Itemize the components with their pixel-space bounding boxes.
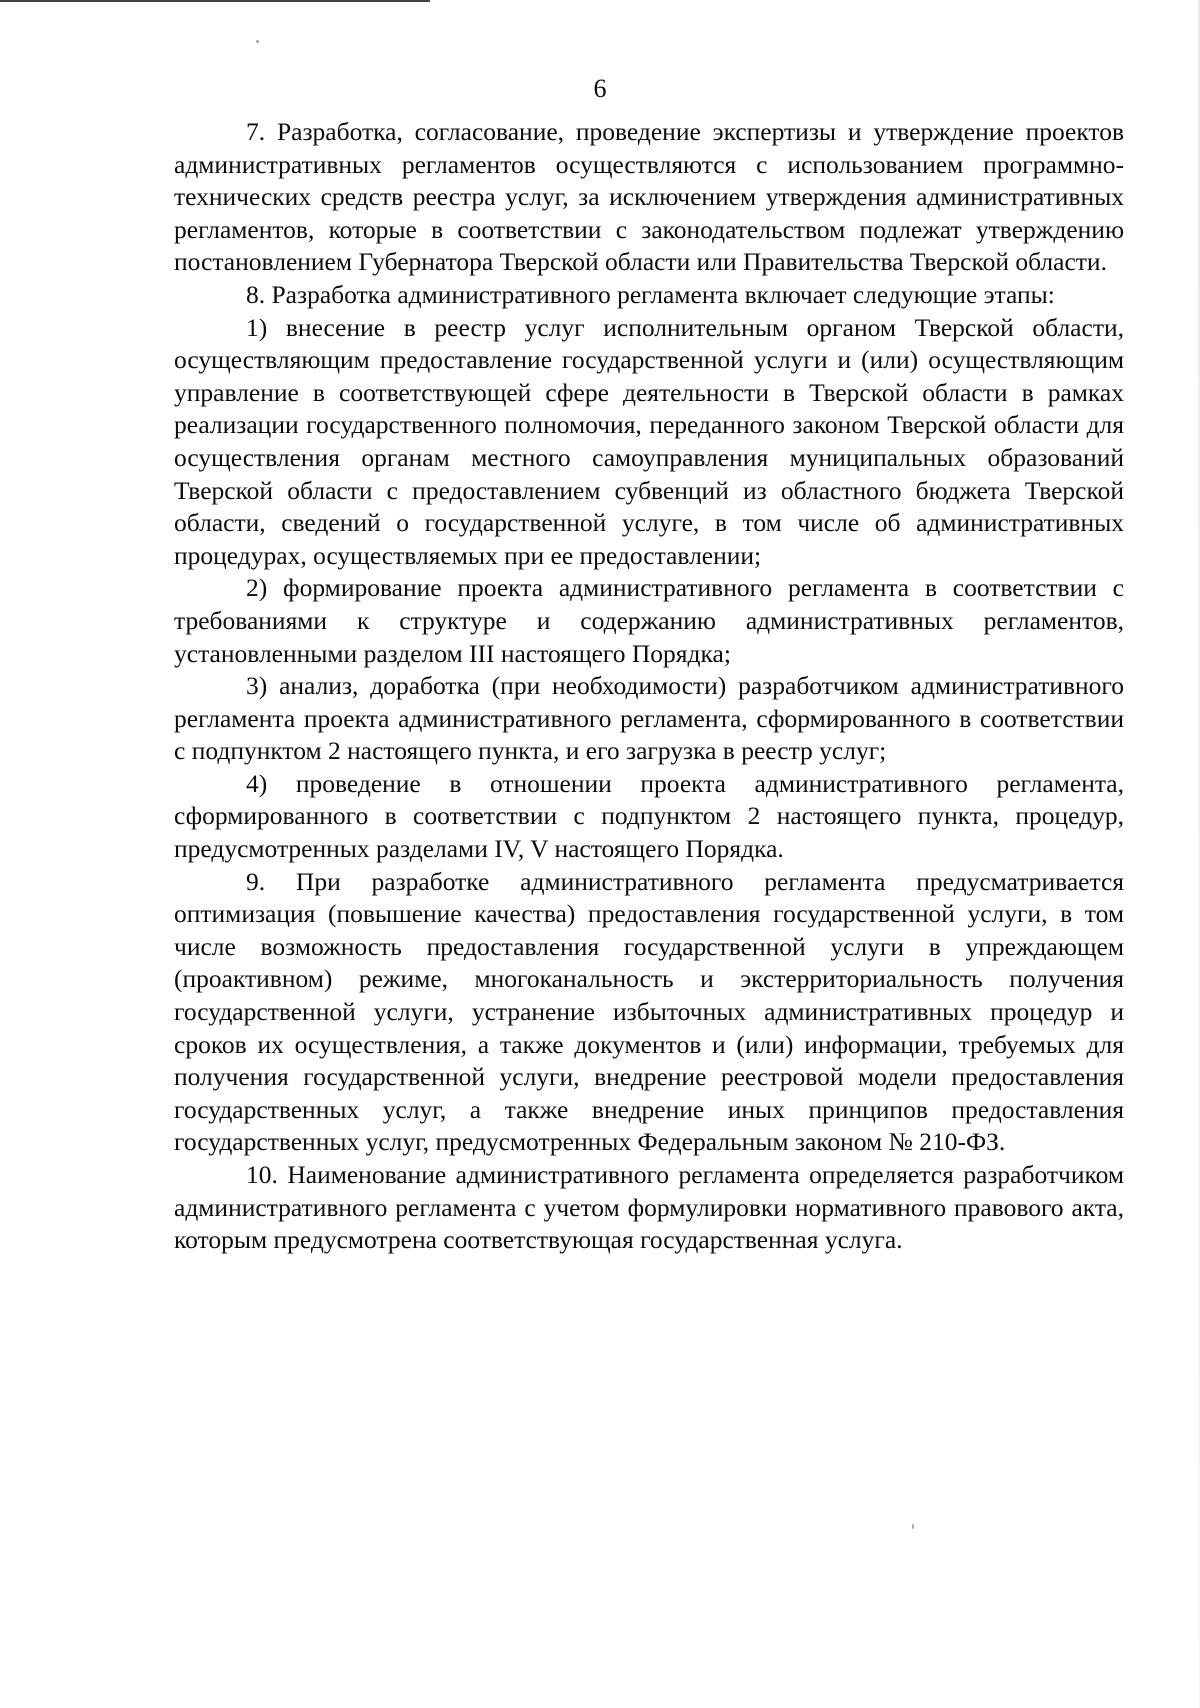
paragraph-8: 8. Разработка административного регламента включает следующие этапы: — [246, 279, 1055, 309]
paragraph-7: 7. Разработка, согласование, проведение экспертизы и утверждение проектов административных регламентов осуществляются с использованием программно-технических средств реестра услуг, за исключением утверждения административных регламентов, которые в соответствии с законодательством подлежат утверждению постановлением Губернатора Тверской области или Правительства Тверской области. — [174, 117, 1124, 277]
list-item-3: 3) анализ, доработка (при необходимости) разработчиком административного регламента проекта административного регламента, сформированного в соответствии с подпунктом 2 настоящего пункта, и его загрузка в реестр услуг; — [174, 671, 1124, 766]
list-item-1: 1) внесение в реестр услуг исполнительным органом Тверской области, осуществляющим предоставление государственной услуги и (или) осуществляющим управление в соответствующей сфере деятельности в Тверской области в рамках реализации государственного полномочия, переданного законом Тверской области для осуществления органам местного самоуправления муниципальных образований Тверской области с предоставлением субвенций из областного бюджета Тверской области, сведений о государственной услуге, в том числе об административных процедурах, осуществляемых при ее предоставлении; — [174, 312, 1124, 570]
scan-edge-top — [0, 0, 430, 2]
list-item-4: 4) проведение в отношении проекта административного регламента, сформированного в соответствии с подпунктом 2 настоящего пункта, процедур, предусмотренных разделами IV, V настоящего Порядка. — [174, 768, 1124, 864]
scan-speck — [256, 40, 259, 43]
document-body — [174, 116, 1124, 1257]
list-item-2: 2) формирование проекта административного регламента в соответствии с требованиями к структуре и содержанию административных регламентов, установленными разделом III настоящего Порядка; — [174, 573, 1124, 668]
paragraph-9: 9. При разработке административного регламента предусматривается оптимизация (повышение качества) предоставления государственной услуги, в том числе возможность предоставления государственной услуги в упреждающем (проактивном) режиме, многоканальность и экстерриториальность получения государственной услуги, устранение избыточных административных процедур и сроков их осуществления, а также документов и (или) информации, требуемых для получения государственной услуги, внедрение реестровой модели предоставления государственных услуг, а также внедрение иных принципов предоставления государственных услуг, предусмотренных Федеральным законом № 210-ФЗ. — [174, 866, 1124, 1157]
scan-speck — [912, 1524, 914, 1529]
paragraph-10: 10. Наименование административного регламента определяется разработчиком административного регламента с учетом формулировки нормативного правового акта, которым предусмотрена соответствующая государственная услуга. — [174, 1160, 1124, 1255]
page-number: 6 — [593, 74, 607, 103]
